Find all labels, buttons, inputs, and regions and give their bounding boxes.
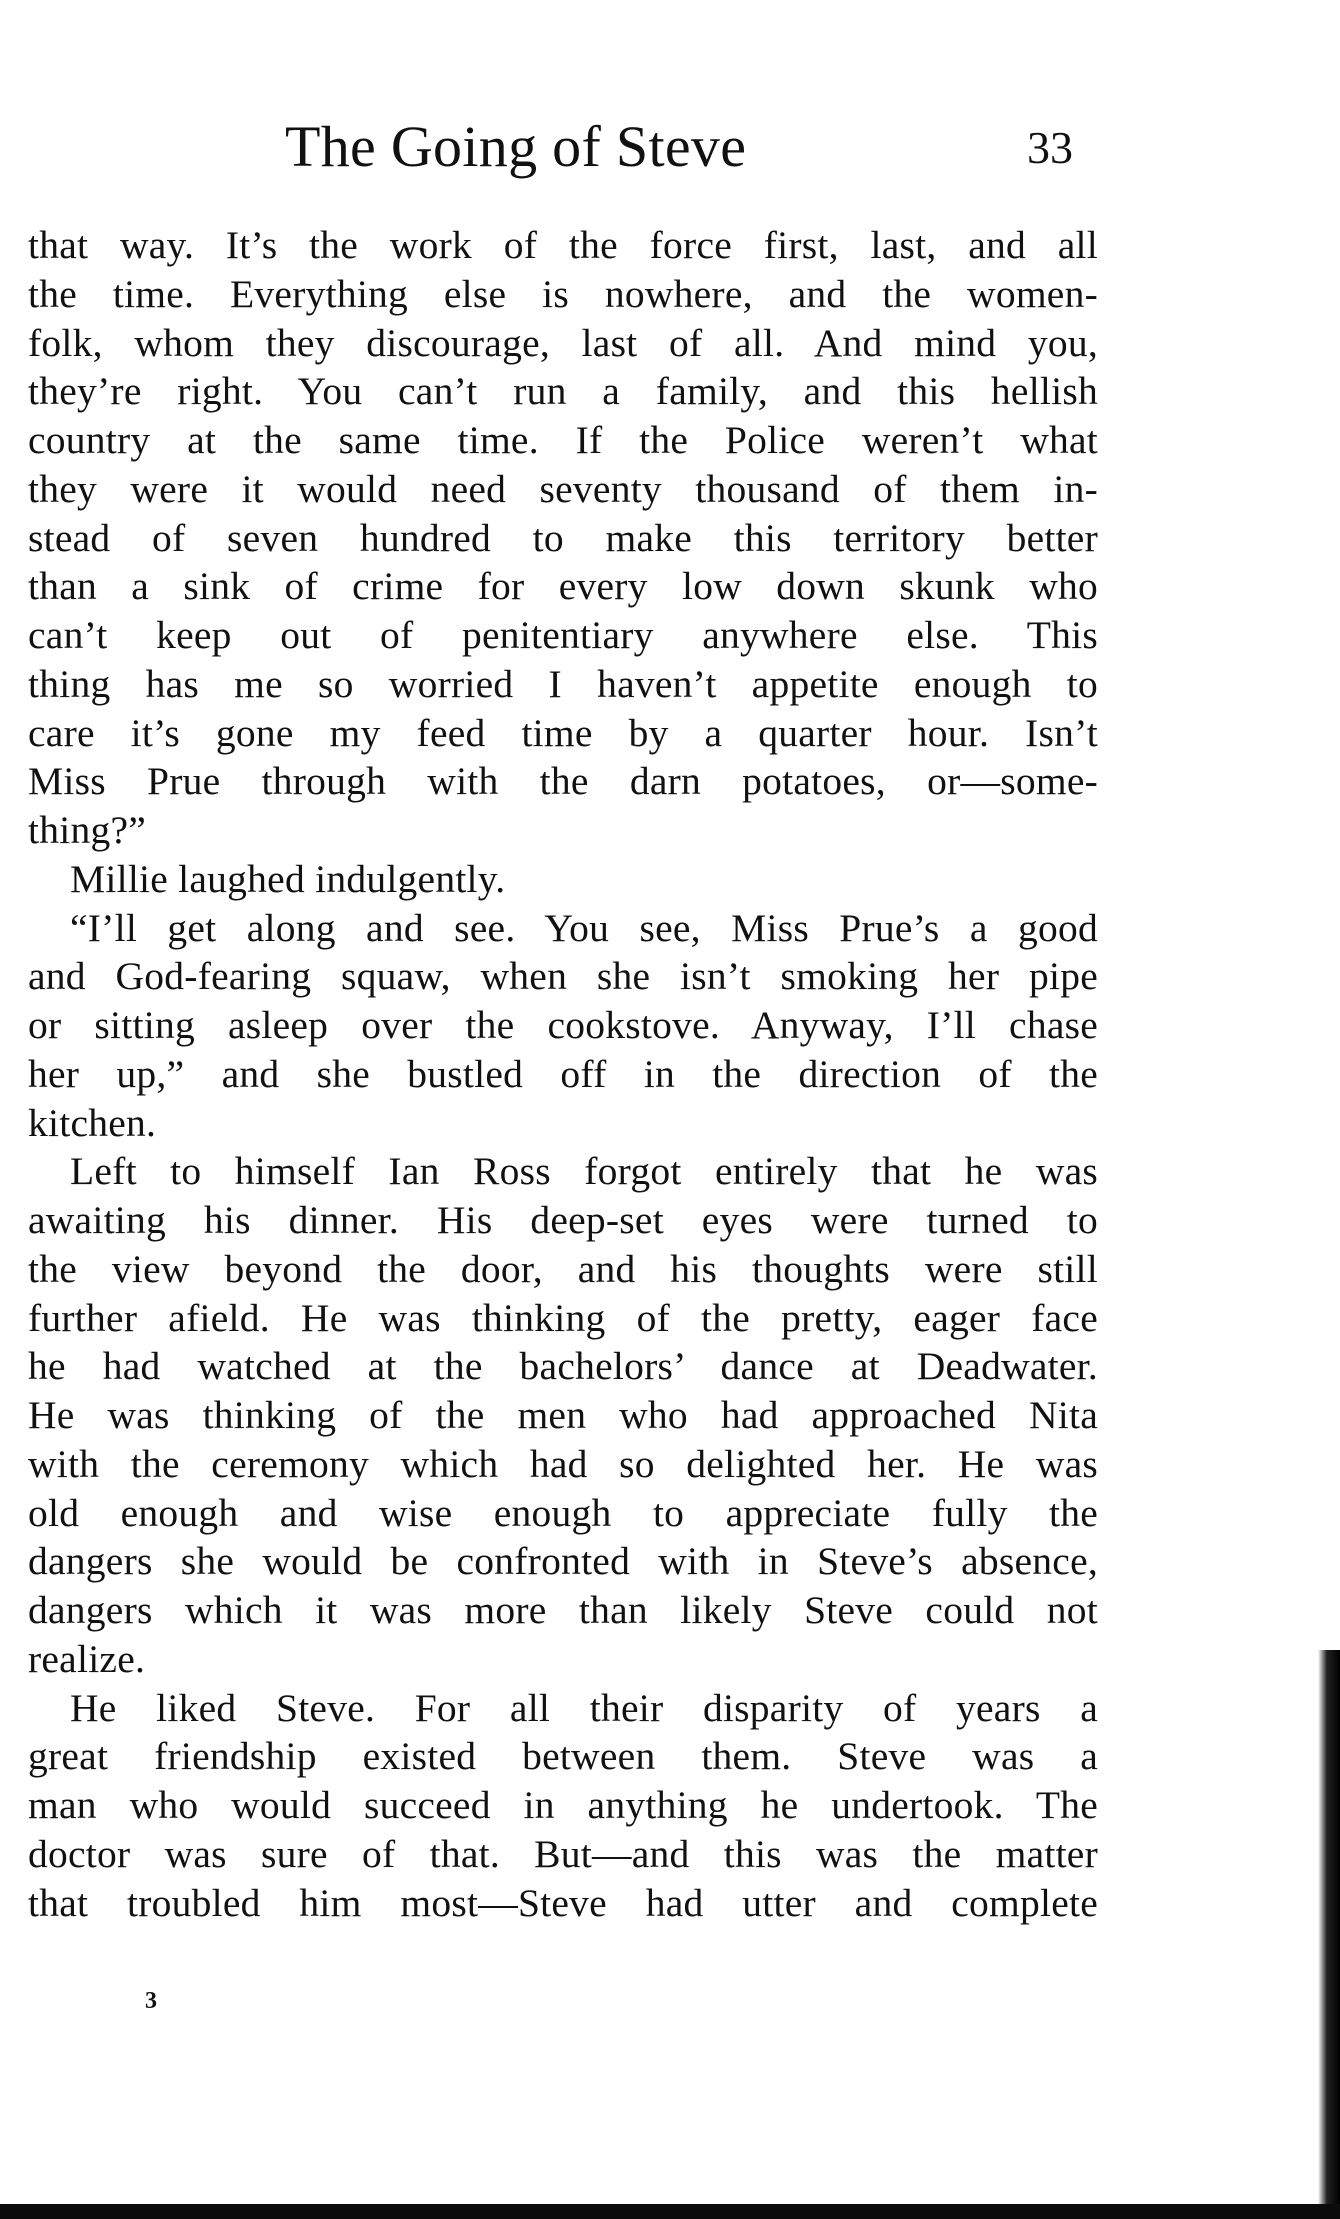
paragraph-first-line: “I’ll get along and see. You see, Miss Prue’s a good [70,905,1098,950]
bottom-edge-shadow [0,2204,1340,2219]
text-line: further afield. He was thinking of the pretty, eager face [28,1295,1098,1340]
text-line: can’t keep out of penitentiary anywhere else. This [28,613,1098,657]
text-line: he had watched at the bachelors’ dance at Deadwater. [28,1344,1098,1389]
text-line: they were it would need seventy thousand of them in- [28,466,1098,511]
paragraph-first-line: He liked Steve. For all their disparity of years a [70,1685,1098,1730]
text-line: stead of seven hundred to make this territory better [28,515,1098,560]
text-line: country at the same time. If the Police weren’t what [28,418,1098,462]
text-line: doctor was sure of that. But—and this was the matter [28,1831,1098,1876]
text-line: man who would succeed in anything he undertook. The [28,1783,1098,1827]
text-line: and God-fearing squaw, when she isn’t smoking her pipe [28,954,1098,999]
text-line: thing has me so worried I haven’t appetite enough to [28,661,1098,706]
text-line: Miss Prue through with the darn potatoes, or—some- [28,759,1098,804]
paragraph-first-line: Millie laughed indulgently. [70,856,506,901]
text-line: awaiting his dinner. His deep-set eyes were turned to [28,1198,1098,1242]
running-title: The Going of Steve [285,114,747,179]
text-line: thing?” [28,808,147,852]
text-line: the time. Everything else is nowhere, and the women- [28,271,1098,316]
body-text [28,221,1098,1927]
text-line: realize. [28,1636,146,1681]
text-line: dangers which it was more than likely Steve could not [28,1588,1098,1632]
text-line: folk, whom they discourage, last of all. And mind you, [28,320,1098,365]
text-line: the view beyond the door, and his thoughts were still [28,1246,1098,1291]
text-line: they’re right. You can’t run a family, and this hellish [28,369,1098,414]
text-line: that way. It’s the work of the force first, last, and all [28,223,1098,267]
text-line: her up,” and she bustled off in the direction of the [28,1051,1098,1096]
text-line: care it’s gone my feed time by a quarter hour. Isn’t [28,710,1098,755]
text-line: or sitting asleep over the cookstove. Anyway, I’ll chase [28,1003,1098,1047]
text-line: than a sink of crime for every low down skunk who [28,564,1098,609]
text-line: that troubled him most—Steve had utter and complete [28,1880,1098,1925]
text-line: with the ceremony which had so delighted her. He was [28,1441,1098,1486]
text-line: dangers she would be confronted with in Steve’s absence, [28,1539,1098,1584]
text-line: great friendship existed between them. Steve was a [28,1734,1098,1779]
page-edge-shadow [1318,1650,1340,2219]
paragraph-first-line: Left to himself Ian Ross forgot entirely that he was [70,1149,1098,1194]
text-line: kitchen. [28,1100,157,1145]
text-line: He was thinking of the men who had approached Nita [28,1393,1098,1437]
page-number: 33 [1027,122,1073,173]
text-line: old enough and wise enough to appreciate fully the [28,1490,1098,1535]
signature-mark: 3 [145,1988,157,2014]
